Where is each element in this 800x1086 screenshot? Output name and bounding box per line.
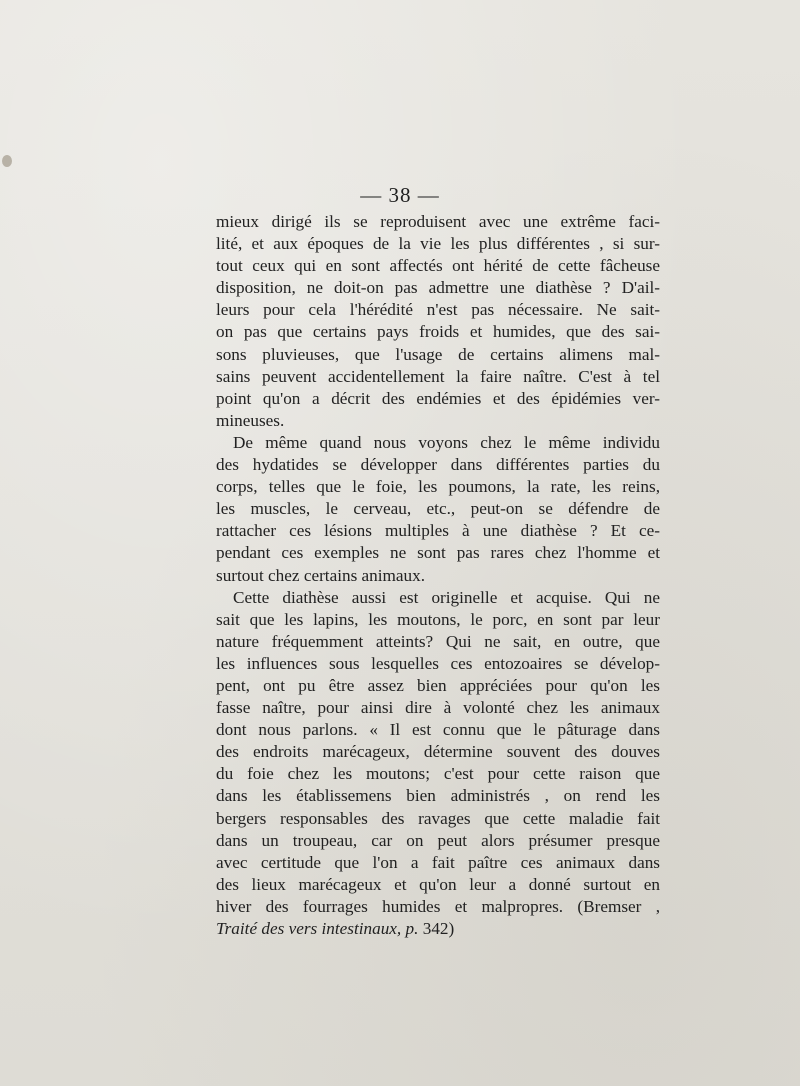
- text-line: fasse naître, pour ainsi dire à volonté chez les animaux: [216, 698, 660, 718]
- text-line: leurs pour cela l'hérédité n'est pas nécessaire. Ne sait-: [216, 300, 660, 320]
- text-line: des endroits marécageux, détermine souvent des douves: [216, 742, 660, 762]
- text-line: nature fréquemment atteints? Qui ne sait, en outre, que: [216, 631, 660, 651]
- text-line: corps, telles que le foie, les poumons, la rate, les reins,: [216, 477, 660, 497]
- text-line: sait que les lapins, les moutons, le porc, en sont par leur: [216, 609, 660, 629]
- text-line: avec certitude que l'on a fait paître ces animaux dans: [216, 852, 660, 872]
- text-line: mieux dirigé ils se reproduisent avec une extrême faci-: [216, 212, 660, 231]
- text-line: bergers responsables des ravages que cette maladie fait: [216, 808, 660, 828]
- citation-line: [216, 918, 660, 940]
- text-line: lité, et aux époques de la vie les plus différentes , si sur-: [216, 234, 660, 254]
- text-line: pendant ces exemples ne sont pas rares chez l'homme et: [216, 543, 660, 563]
- page-number: — 38 —: [360, 183, 440, 207]
- text-line: pent, ont pu être assez bien appréciées pour qu'on les: [216, 675, 660, 695]
- text-line: disposition, ne doit-on pas admettre une diathèse ? D'ail-: [216, 278, 660, 298]
- text-line: les muscles, le cerveau, etc., peut-on se défendre de: [216, 499, 660, 519]
- text-line: des hydatides se développer dans différentes parties du: [216, 455, 660, 475]
- paper-stain: [2, 155, 12, 167]
- text-line: sons pluvieuses, que l'usage de certains alimens mal-: [216, 344, 660, 364]
- text-line: du foie chez les moutons; c'est pour cette raison que: [216, 764, 660, 784]
- citation-title: Traité des vers intestinaux, p.: [216, 919, 419, 938]
- citation-page: 342): [418, 919, 455, 938]
- text-line: dans un troupeau, car on peut alors présumer presque: [216, 830, 660, 850]
- text-line: les influences sous lesquelles ces entozoaires se dévelop-: [216, 653, 660, 673]
- text-line: mineuses.: [216, 410, 285, 430]
- text-line: Cette diathèse aussi est originelle et acquise. Qui ne: [233, 587, 660, 607]
- text-line: rattacher ces lésions multiples à une diathèse ? Et ce-: [216, 521, 660, 541]
- text-line: dans les établissemens bien administrés , on rend les: [216, 786, 660, 806]
- text-line: De même quand nous voyons chez le même individu: [233, 432, 660, 452]
- text-line: point qu'on a décrit des endémies et des épidémies ver-: [216, 388, 660, 408]
- text-line: sains peuvent accidentellement la faire naître. C'est à tel: [216, 366, 660, 386]
- text-line: dont nous parlons. « Il est connu que le pâturage dans: [216, 720, 660, 740]
- text-line: surtout chez certains animaux.: [216, 565, 426, 585]
- text-line: des lieux marécageux et qu'on leur a donné surtout en: [216, 874, 660, 894]
- text-line: hiver des fourrages humides et malpropres. (Bremser ,: [216, 896, 660, 916]
- text-line: on pas que certains pays froids et humides, que des sai-: [216, 322, 660, 342]
- body-text: [216, 211, 660, 940]
- text-line: tout ceux qui en sont affectés ont hérité de cette fâcheuse: [216, 256, 660, 276]
